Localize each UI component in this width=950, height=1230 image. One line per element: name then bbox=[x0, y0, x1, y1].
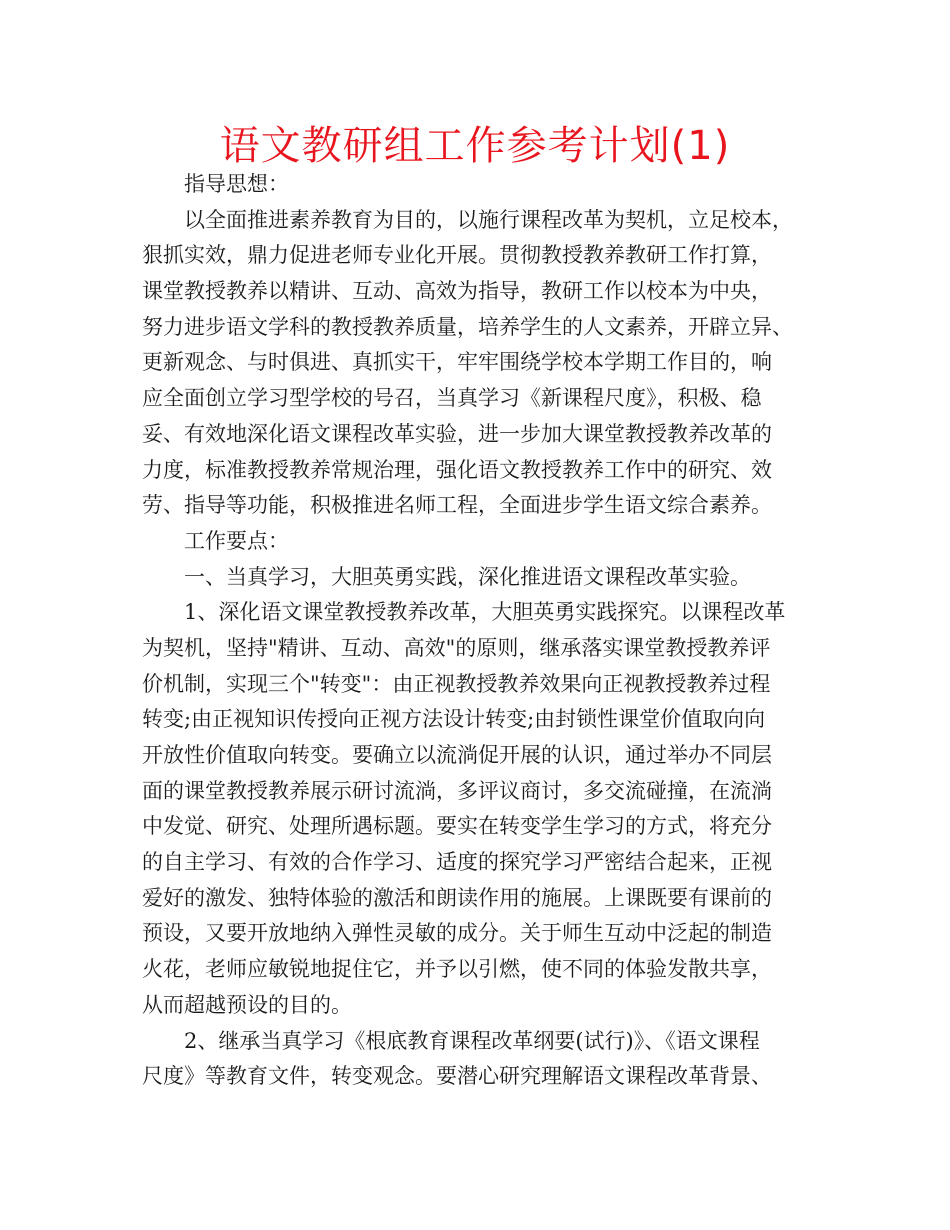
text-line: 以全面推进素养教育为目的，以施行课程改革为契机，立足校本， bbox=[184, 207, 793, 232]
text-line: 面的课堂教授教养展示研讨流淌，多评议商讨，多交流碰撞，在流淌 bbox=[142, 778, 772, 803]
text-line: 为契机，坚持"精讲、互动、高效"的原则，继承落实课堂教授教养评 bbox=[142, 635, 771, 660]
text-line: 2、继承当真学习《根底教育课程改革纲要(试行)》、《语文课程 bbox=[184, 1028, 760, 1053]
text-line: 更新观念、与时俱进、真抓实干，牢牢围绕学校本学期工作目的，响 bbox=[142, 350, 772, 375]
text-line: 尺度》等教育文件，转变观念。要潜心研究理解语文课程改革背景、 bbox=[142, 1064, 772, 1089]
text-line: 指导思想： bbox=[184, 172, 289, 196]
text-line: 火花，老师应敏锐地捉住它，并予以引燃，使不同的体验发散共享， bbox=[142, 957, 772, 982]
text-line: 1、深化语文课堂教授教养改革，大胆英勇实践探究。以课程改革 bbox=[184, 600, 786, 625]
document-title: 语文教研组工作参考计划(1) bbox=[219, 123, 731, 169]
text-line: 工作要点： bbox=[184, 528, 289, 553]
text-line: 一、当真学习，大胆英勇实践，深化推进语文课程改革实验。 bbox=[184, 564, 751, 589]
text-line: 课堂教授教养以精讲、互动、高效为指导，教研工作以校本为中央， bbox=[142, 279, 772, 304]
document-body bbox=[142, 167, 832, 1095]
text-line: 努力进步语文学科的教授教养质量，培养学生的人文素养，开辟立异、 bbox=[142, 314, 793, 339]
text-line: 力度，标准教授教养常规治理，强化语文教授教养工作中的研究、效 bbox=[142, 457, 772, 482]
text-line: 妥、有效地深化语文课程改革实验，进一步加大课堂教授教养改革的 bbox=[142, 421, 772, 446]
text-line: 开放性价值取向转变。要确立以流淌促开展的认识，通过举办不同层 bbox=[142, 743, 772, 767]
text-line: 转变;由正视知识传授向正视方法设计转变;由封锁性课堂价值取向向 bbox=[142, 707, 766, 732]
text-line: 应全面创立学习型学校的号召，当真学习《新课程尺度》，积极、稳 bbox=[142, 386, 762, 411]
text-line: 价机制，实现三个"转变"：由正视教授教养效果向正视教授教养过程 bbox=[142, 671, 771, 696]
text-line: 预设，又要开放地纳入弹性灵敏的成分。关于师生互动中泛起的制造 bbox=[142, 921, 772, 946]
text-line: 爱好的激发、独特体验的激活和朗读作用的施展。上课既要有课前的 bbox=[142, 885, 772, 910]
text-line: 劳、指导等功能，积极推进名师工程，全面进步学生语文综合素养。 bbox=[142, 493, 772, 518]
text-line: 中发觉、研究、处理所遇标题。要实在转变学生学习的方式，将充分 bbox=[142, 814, 772, 839]
text-line: 从而超越预设的目的。 bbox=[142, 992, 352, 1017]
text-line: 狠抓实效，鼎力促进老师专业化开展。贯彻教授教养教研工作打算， bbox=[142, 243, 772, 268]
text-line: 的自主学习、有效的合作学习、适度的探究学习严密结合起来，正视 bbox=[142, 850, 772, 875]
